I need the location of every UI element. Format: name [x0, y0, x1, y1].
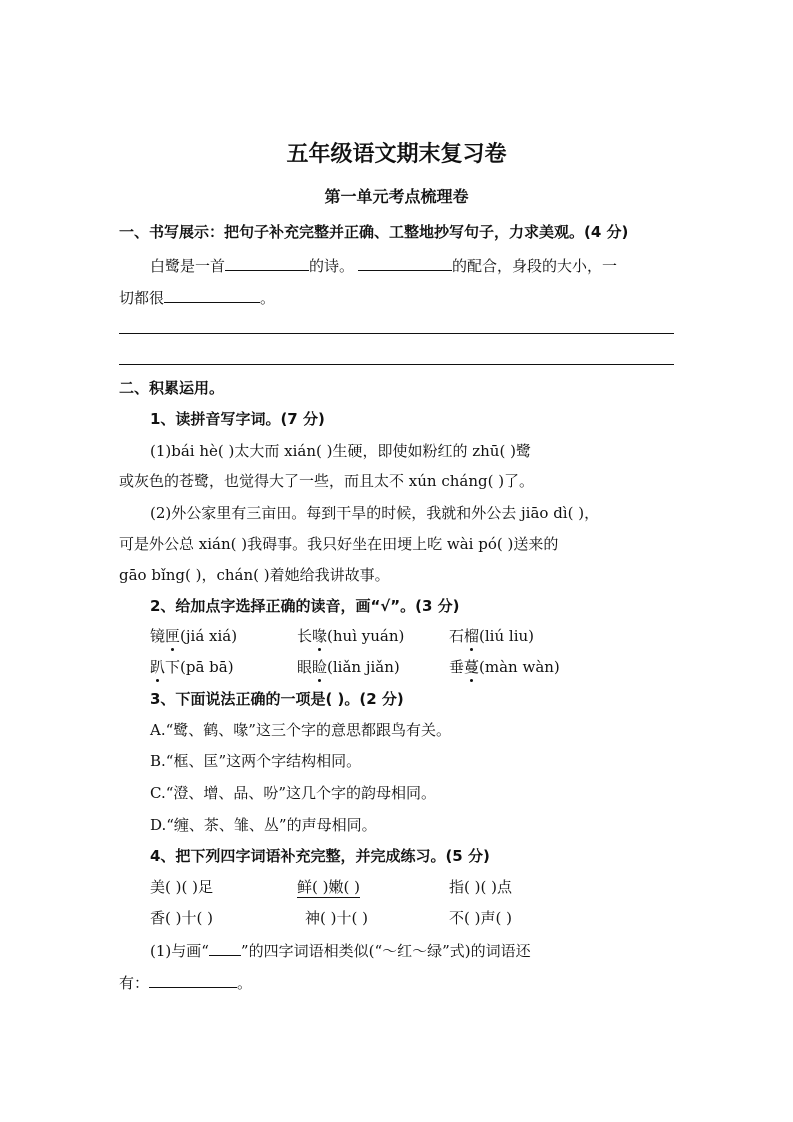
- question-2-item-2[interactable]: 长喙(huì yuán): [297, 627, 405, 645]
- question-2-item-4[interactable]: 趴下(pā bā): [150, 658, 234, 676]
- question-2-item-1[interactable]: 镜匣(jiá xiá): [150, 627, 238, 645]
- question-1-text-4: 可是外公总 xián( )我碍事。我只好坐在田埂上吃 wài pó( )送来的: [119, 535, 559, 553]
- idiom-3[interactable]: 指( )( )点: [449, 878, 512, 896]
- question-2-item-3[interactable]: 石榴(liú liu): [449, 627, 535, 645]
- idiom-5[interactable]: 神( )十( ): [305, 909, 368, 927]
- question-1-title: 1、读拼音写字词。(7 分): [150, 410, 325, 428]
- question-1-text-5: gāo bǐng( )，chán( )着她给我讲故事。: [119, 566, 390, 584]
- question-1-text-2: 或灰色的苍鹭，也觉得大了一些，而且太不 xún cháng( )了。: [119, 472, 535, 490]
- question-3-title: 3、下面说法正确的一项是( )。(2 分): [150, 690, 404, 708]
- dotted-char: 蔓: [464, 658, 480, 676]
- dotted-char: 喙: [312, 627, 328, 645]
- question-2-title: 2、给加点字选择正确的读音，画“√”。(3 分): [150, 597, 460, 615]
- option-d[interactable]: D.“缠、茶、雏、丛”的声母相同。: [150, 816, 377, 834]
- copy-line-2[interactable]: [119, 364, 674, 365]
- copy-line-1[interactable]: [119, 333, 674, 334]
- section-2-heading: 二、积累运用。: [119, 379, 225, 397]
- option-a[interactable]: A.“鹭、鹤、喙”这三个字的意思都跟鸟有关。: [150, 721, 451, 739]
- underline-sample: [209, 939, 241, 956]
- question-4-part-1-line-2: 有： 。: [119, 971, 252, 993]
- option-c[interactable]: C.“澄、增、品、吩”这几个字的韵母相同。: [150, 784, 437, 802]
- answer-blank[interactable]: [149, 971, 237, 988]
- question-4-part-1-line-1: (1)与画“ ”的四字词语相类似(“～红～绿”式)的词语还: [150, 939, 531, 961]
- dotted-char: 榴: [464, 627, 480, 645]
- dotted-char: 睑: [312, 658, 328, 676]
- idiom-2-underlined[interactable]: 鲜( )嫩( ): [297, 878, 360, 896]
- fill-blank-3[interactable]: [164, 286, 260, 303]
- option-b[interactable]: B.“框、匡”这两个字结构相同。: [150, 752, 362, 770]
- question-1-text-3: (2)外公家里有三亩田。每到干旱的时候，我就和外公去 jiāo dì( )，: [150, 504, 600, 522]
- question-2-item-6[interactable]: 垂蔓(màn wàn): [449, 658, 560, 676]
- dotted-char: 趴: [150, 658, 166, 676]
- page-subtitle: 第一单元考点梳理卷: [324, 187, 469, 206]
- section-1-line-1: 白鹭是一首 的诗。 的配合，身段的大小，一: [150, 254, 617, 276]
- question-4-title: 4、把下列四字词语补充完整，并完成练习。(5 分): [150, 847, 490, 865]
- fill-blank-1[interactable]: [225, 254, 309, 271]
- idiom-4[interactable]: 香( )十( ): [150, 909, 213, 927]
- section-1-heading: 一、书写展示：把句子补充完整并正确、工整地抄写句子，力求美观。(4 分): [119, 223, 629, 241]
- question-1-text-1: (1)bái hè( )太大而 xián( )生硬，即使如粉红的 zhū( )鹭: [150, 442, 531, 460]
- dotted-char: 匣: [165, 627, 181, 645]
- idiom-1[interactable]: 美( )( )足: [150, 878, 213, 896]
- idiom-6[interactable]: 不( )声( ): [449, 909, 512, 927]
- question-2-item-5[interactable]: 眼睑(liǎn jiǎn): [297, 658, 400, 676]
- fill-blank-2[interactable]: [358, 254, 452, 271]
- page-title: 五年级语文期末复习卷: [286, 142, 507, 167]
- section-1-line-2: 切都很 。: [119, 286, 275, 308]
